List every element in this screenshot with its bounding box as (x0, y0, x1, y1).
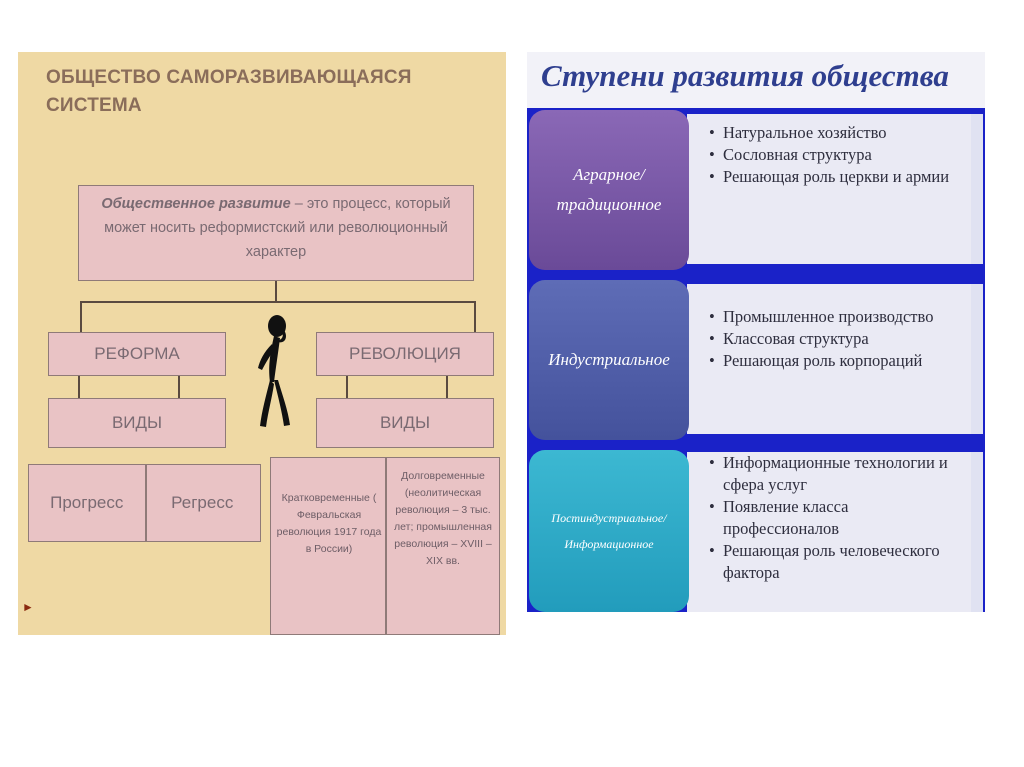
long-term-revolution: Долговременные (неолитическая революция – 3 тыс. лет; промышленная революция – XVIII – XIX вв. (394, 470, 492, 567)
feature-item: • Появление класса профессионалов (709, 496, 965, 540)
stage-postindustrial (529, 450, 689, 612)
play-arrow-icon: ► (22, 600, 34, 614)
edge-strip (971, 114, 983, 264)
progress-cell: Прогресс (50, 493, 124, 512)
reform-types-box (28, 464, 261, 542)
regress-cell: Регресс (171, 493, 234, 512)
feature-item: • Натуральное хозяйство (709, 122, 965, 144)
feature-item: • Информационные технологии и сфера услуг (709, 452, 965, 496)
connector-line (80, 301, 82, 332)
stage-industrial (529, 280, 689, 440)
edge-strip (971, 284, 983, 434)
revolution-types-box (270, 457, 500, 635)
revolution-box: РЕВОЛЮЦИЯ (316, 332, 494, 376)
stage-label: Индустриальное (548, 350, 670, 369)
divider (385, 458, 387, 634)
connector-line (80, 301, 476, 303)
stage-label: Постиндустриальное/ Информационное (551, 511, 667, 551)
reform-box: РЕФОРМА (48, 332, 226, 376)
slide-title: ОБЩЕСТВО САМОРАЗВИВАЮЩАЯСЯ СИСТЕМА (46, 67, 412, 116)
connector-line (275, 281, 277, 301)
definition-term: Общественное развитие (101, 196, 291, 212)
short-term-revolution: Кратковременные ( Февральская революция 1917 года в России) (276, 492, 382, 555)
connector-line (346, 376, 348, 398)
connector-line (78, 376, 80, 398)
feature-item: • Сословная структура (709, 144, 965, 166)
feature-item: • Решающая роль корпораций (709, 350, 965, 372)
feature-item: • Классовая структура (709, 328, 965, 350)
definition-box (78, 185, 474, 281)
stage-agrarian (529, 110, 689, 270)
revolution-types-label: ВИДЫ (316, 398, 494, 448)
title-band (527, 52, 985, 108)
stage-features-panel (687, 114, 971, 264)
feature-item: • Решающая роль человеческого фактора (709, 540, 965, 584)
connector-line (474, 301, 476, 332)
slide-title: Ступени развития общества (541, 58, 949, 93)
connector-line (446, 376, 448, 398)
reform-types-label: ВИДЫ (48, 398, 226, 448)
connector-line (178, 376, 180, 398)
left-slide (18, 52, 506, 635)
right-slide (527, 52, 985, 612)
edge-strip (971, 452, 983, 612)
thinking-figure-icon (254, 314, 294, 432)
feature-item: • Решающая роль церкви и армии (709, 166, 965, 188)
stage-features-panel (687, 452, 971, 612)
stage-features-panel (687, 284, 971, 434)
definition-text: – это процесс, который может носить реформистский или революционный характер (104, 196, 451, 260)
feature-item: • Промышленное производство (709, 306, 965, 328)
stage-label: Аграрное/ традиционное (556, 165, 662, 214)
